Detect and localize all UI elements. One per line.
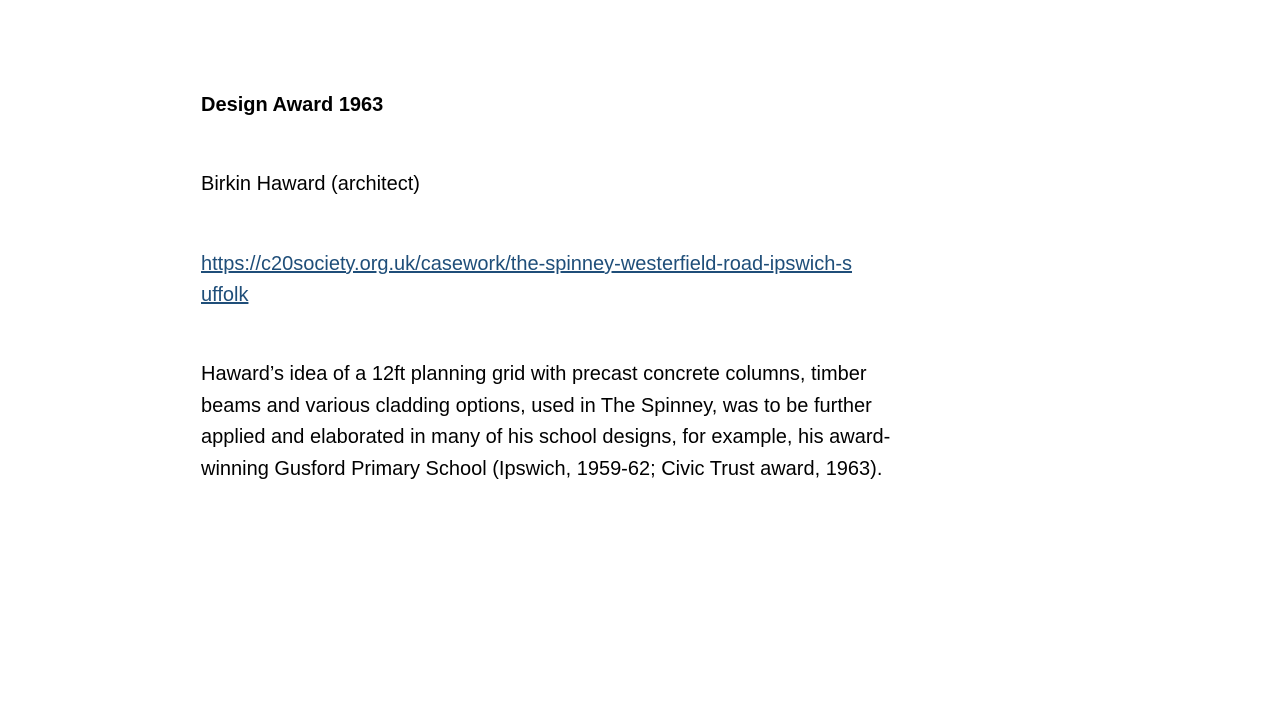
architect-line: Birkin Haward (architect): [201, 173, 420, 195]
page-title: Design Award 1963: [201, 94, 384, 116]
text-body: [201, 90, 891, 485]
source-link[interactable]: https://c20society.org.uk/casework/the-spinney-westerfield-road-ipswich-suffolk: [201, 253, 853, 306]
description-paragraph: Haward’s idea of a 12ft planning grid with precast concrete columns, timber beams and various cladding options, used in The Spinney, was to be further applied and elaborated in many of his school designs, for example, his award-winning Gusford Primary School (Ipswich, 1959-62; Civic Trust award, 1963).: [201, 363, 891, 480]
